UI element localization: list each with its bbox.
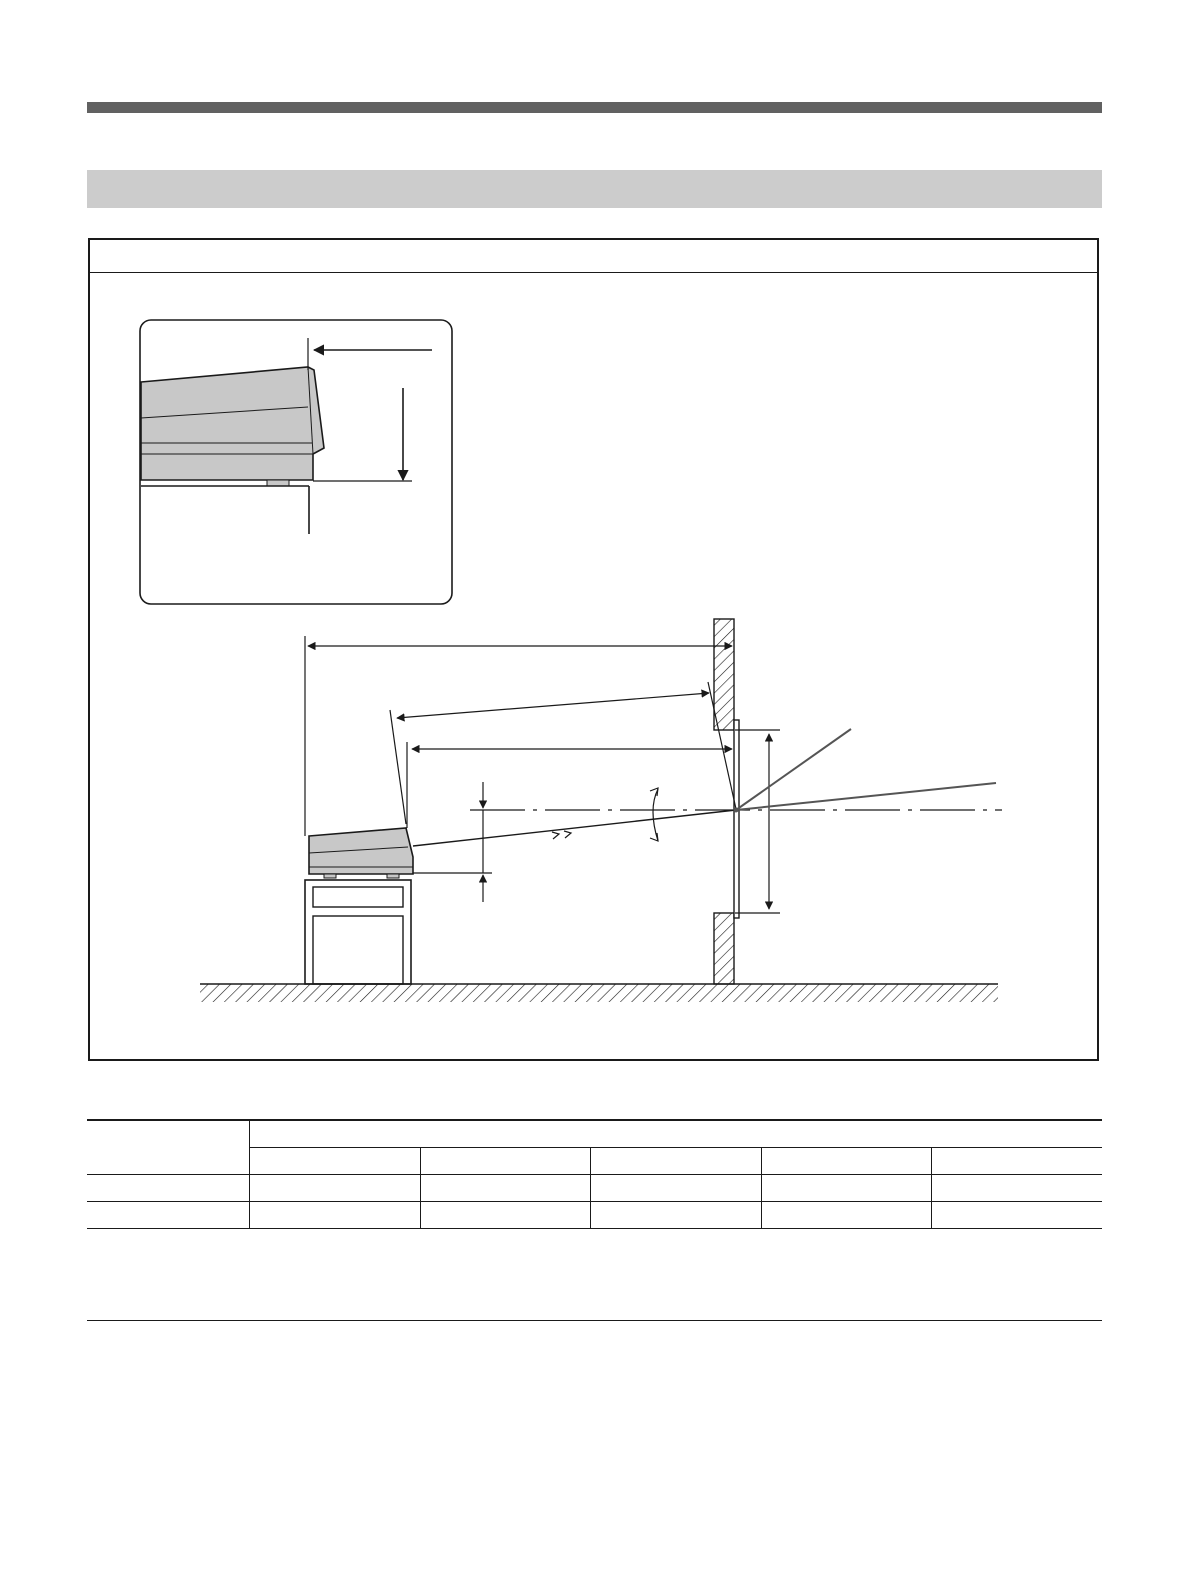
screen-icon — [734, 720, 739, 918]
footer-rule — [87, 1320, 1102, 1321]
table-column-header — [420, 1148, 591, 1175]
table-cell — [250, 1202, 421, 1229]
projection-diagram — [90, 240, 1101, 1063]
table-column-header — [932, 1148, 1103, 1175]
table-header-label — [87, 1120, 250, 1175]
spec-table — [87, 1119, 1102, 1229]
table-cell — [932, 1175, 1103, 1202]
table-column-header — [250, 1148, 421, 1175]
top-header-rule — [87, 102, 1102, 113]
table-cell — [761, 1175, 932, 1202]
table-cell — [420, 1175, 591, 1202]
monitor-small-icon — [309, 828, 413, 878]
table-cell — [591, 1202, 762, 1229]
stand-icon — [305, 880, 411, 984]
table-group-header — [250, 1120, 1103, 1148]
table-cell — [761, 1202, 932, 1229]
table-cell — [250, 1175, 421, 1202]
wall-icon — [714, 619, 734, 984]
inset-detail — [140, 320, 452, 604]
projection-rays — [413, 729, 996, 846]
table-row — [87, 1202, 1102, 1229]
monitor-icon — [141, 367, 324, 486]
floor-icon — [200, 984, 998, 1002]
table-row-label — [87, 1202, 250, 1229]
table-column-header — [591, 1148, 762, 1175]
table-cell — [420, 1202, 591, 1229]
table-cell — [591, 1175, 762, 1202]
table-row — [87, 1175, 1102, 1202]
table-cell — [932, 1202, 1103, 1229]
installation-figure — [88, 238, 1099, 1061]
table-row-label — [87, 1175, 250, 1202]
table-column-header — [761, 1148, 932, 1175]
section-heading-band — [87, 170, 1102, 208]
